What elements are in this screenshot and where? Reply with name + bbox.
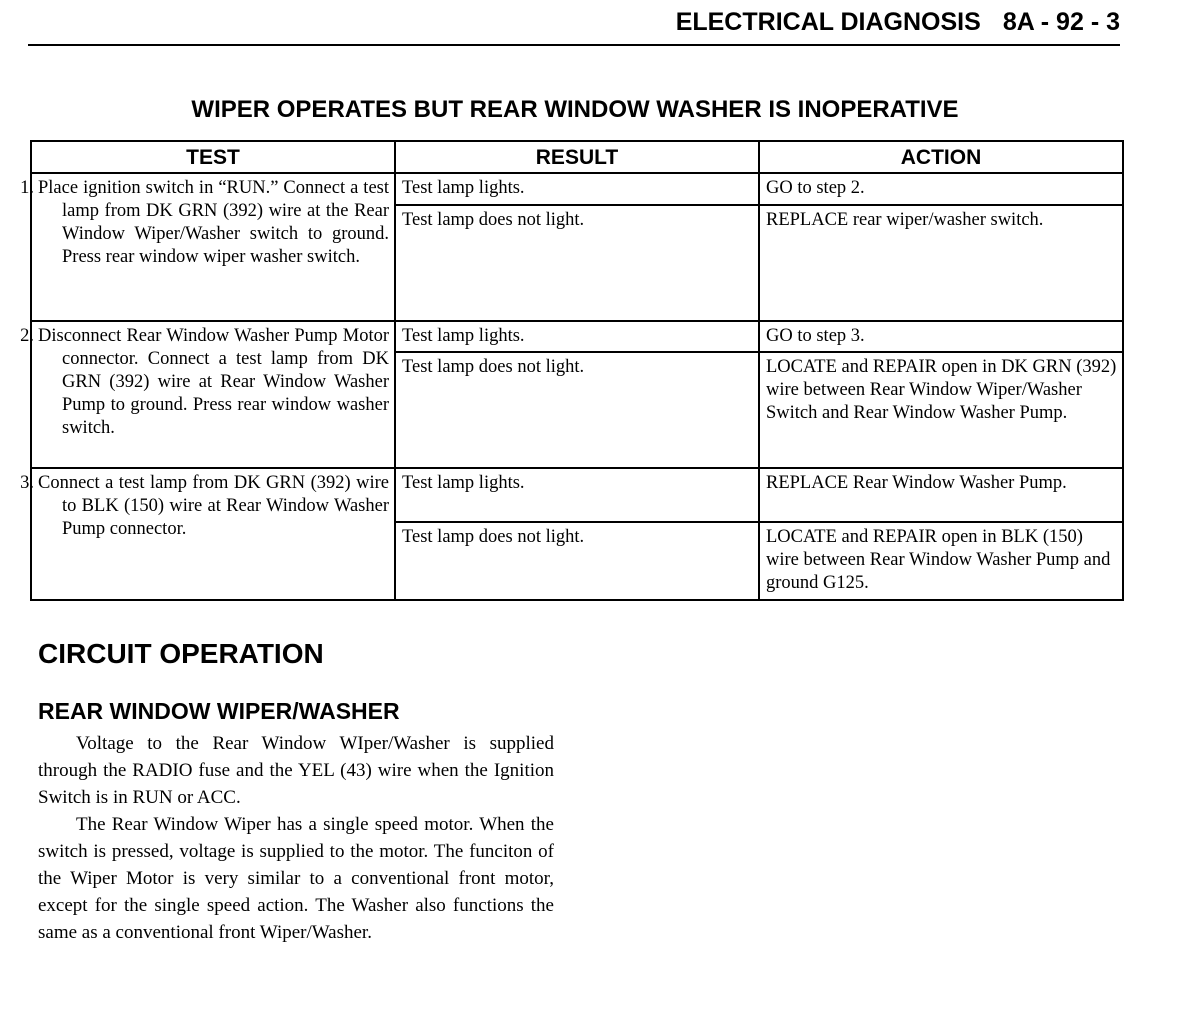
step-number: 1.: [20, 178, 34, 198]
column-header-action: ACTION: [759, 141, 1123, 173]
table-row: [31, 173, 1123, 205]
result-cell: Test lamp does not light.: [395, 352, 759, 468]
table-row: [31, 468, 1123, 522]
result-cell: Test lamp lights.: [395, 173, 759, 205]
result-cell: Test lamp lights.: [395, 321, 759, 352]
test-cell-step-2: [20, 321, 395, 468]
table-row: [31, 321, 1123, 352]
test-cell-step-3: [20, 468, 395, 600]
test-text: Disconnect Rear Window Washer Pump Motor connector. Connect a test lamp from DK GRN (392) wire at Rear Window Washer Pump to ground. Press rear window washer switch.: [38, 326, 389, 438]
test-text: Place ignition switch in “RUN.” Connect a test lamp from DK GRN (392) wire at the Rear Window Wiper/Washer switch to ground. Press rear window wiper washer switch.: [38, 178, 389, 267]
result-cell: Test lamp does not light.: [395, 205, 759, 321]
paragraph-wiper-motor: The Rear Window Wiper has a single speed motor. When the switch is pressed, voltage is supplied to the motor. The funciton of the Wiper Motor is very similar to a conventional front motor, except for the single speed action. The Washer also functions the same as a conventional front Wiper/Washer.: [38, 814, 554, 943]
test-text: Connect a test lamp from DK GRN (392) wire to BLK (150) wire at Rear Window Washer Pump connector.: [38, 473, 389, 539]
action-cell: GO to step 3.: [759, 321, 1123, 352]
step-number: 2.: [20, 326, 34, 346]
action-cell: REPLACE Rear Window Washer Pump.: [759, 468, 1123, 522]
action-cell: LOCATE and REPAIR open in BLK (150) wire between Rear Window Washer Pump and ground G125.: [759, 522, 1123, 600]
result-cell: Test lamp does not light.: [395, 522, 759, 600]
section-title: ELECTRICAL DIAGNOSIS: [675, 8, 981, 36]
rear-window-heading: REAR WINDOW WIPER/WASHER: [38, 698, 400, 724]
page-header: [676, 8, 1120, 37]
page-number: 8A - 92 - 3: [1002, 8, 1120, 36]
paragraph-voltage: Voltage to the Rear Window WIper/Washer is supplied through the RADIO fuse and the YEL (43) wire when the Ignition Switch is in RUN or ACC.: [38, 733, 554, 808]
diagnosis-table: [20, 140, 1124, 601]
column-header-test: TEST: [31, 141, 395, 173]
table-title: WIPER OPERATES BUT REAR WINDOW WASHER IS INOPERATIVE: [191, 96, 959, 123]
result-cell: Test lamp lights.: [395, 468, 759, 522]
action-cell: LOCATE and REPAIR open in DK GRN (392) wire between Rear Window Wiper/Washer Switch and Rear Window Washer Pump.: [759, 352, 1123, 468]
test-cell-step-1: [20, 173, 395, 321]
circuit-operation-heading: CIRCUIT OPERATION: [38, 638, 324, 669]
step-number: 3.: [20, 473, 34, 493]
column-header-result: RESULT: [395, 141, 759, 173]
action-cell: GO to step 2.: [759, 173, 1123, 205]
header-rule: [28, 44, 1120, 46]
table-header-row: [31, 141, 1123, 173]
action-cell: REPLACE rear wiper/washer switch.: [759, 205, 1123, 321]
